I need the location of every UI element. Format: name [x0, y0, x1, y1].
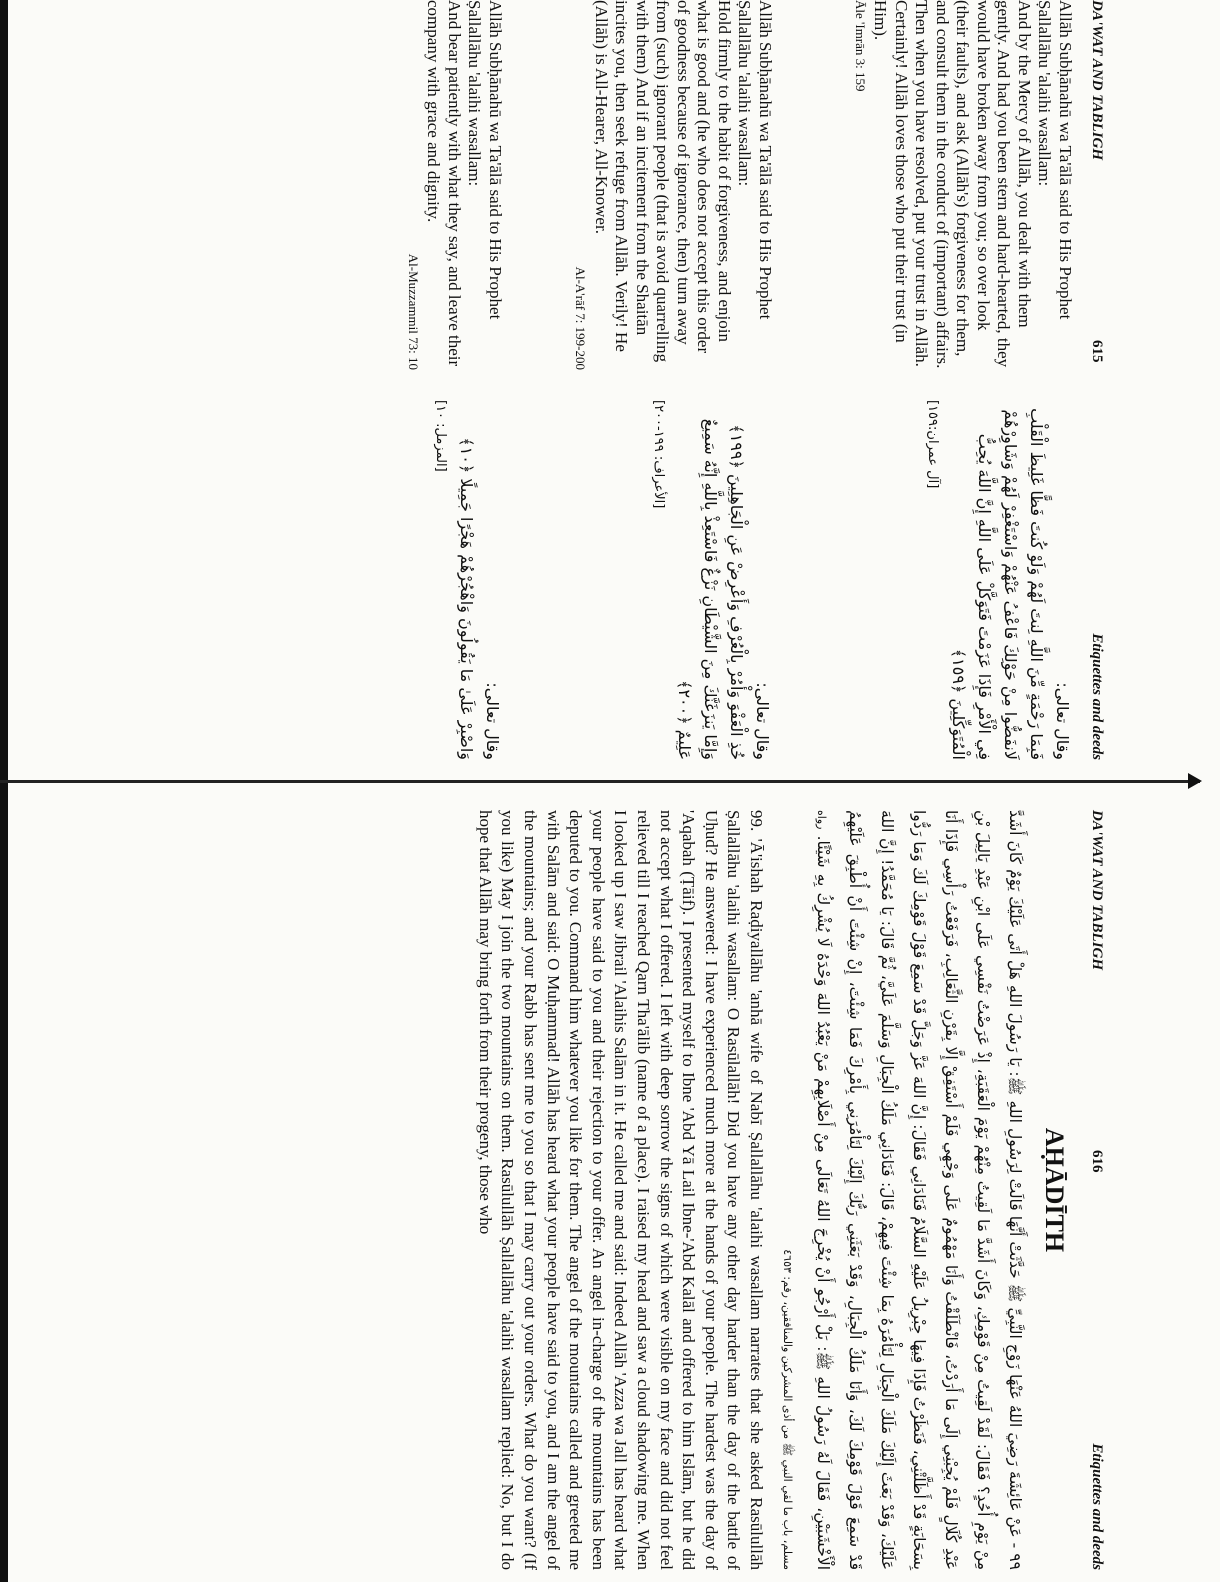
page-number: 615	[1089, 340, 1105, 363]
verse-reference: Al-Muzzammil 73: 10	[406, 253, 421, 370]
page-616	[55, 810, 1115, 1570]
arabic-hadith	[771, 810, 1031, 1570]
page-615	[115, 0, 1115, 760]
running-head-right: Etiquettes and deeds	[1089, 633, 1105, 760]
arabic-verse: وَاصْبِرْ عَلَىٰ مَا يَقُولُونَ وَاهْجُرْهُمْ هَجْرًا جَمِيلًا ﴿١٠﴾	[457, 437, 476, 760]
verse-reference: Āle 'Imrān 3: 159	[853, 0, 868, 92]
english-column	[850, 0, 1076, 370]
arabic-verse: فَبِمَا رَحْمَةٍ مِّنَ اللَّهِ لِنتَ لَهُمْ وَلَوْ كُنتَ فَظًّا غَلِيظَ الْقَلْبِ لَانفَضُّوا مِنْ حَوْلِكَ فَاعْفُ عَنْهُمْ وَاسْتَغْفِرْ لَهُمْ وَشَاوِرْهُمْ فِي الْأَمْرِ فَإِذَا عَزَمْتَ فَتَوَكَّلْ عَلَى اللَّهِ إِنَّ اللَّهَ يُحِبُّ الْمُتَوَكِّلِينَ ﴿١٥٩﴾	[949, 408, 1046, 760]
running-head-left: DA'WAT AND TABLIGH	[1089, 0, 1105, 161]
verse-block-3	[325, 0, 505, 760]
running-head-left: DA'WAT AND TABLIGH	[1089, 810, 1105, 971]
arabic-hadith-source: رواه مسلم، باب ما لقي النبي ﷺ من أذى المشركين والمنافقين، رقم: ٤٦٥٣	[781, 810, 828, 1570]
english-column	[570, 0, 775, 370]
verse-intro: Allāh Subḥānahū wa Ta'ālā said to His Prophet Ṣallallāhu 'alaihi wasallam:	[465, 0, 505, 320]
binding-edge	[0, 0, 8, 1582]
running-head-right: Etiquettes and deeds	[1089, 1443, 1105, 1570]
arabic-reference: [المزمل: ١٠]	[433, 400, 448, 472]
section-title: AḤĀDĪTH	[1040, 1127, 1069, 1253]
verse-reference: Al-A'rāf 7: 199-200	[573, 266, 589, 370]
arabic-reference: [الأعراف: ١٩٩-٢٠٠]	[651, 400, 666, 509]
english-column	[403, 0, 506, 370]
verse-intro: Allāh Subḥānahū wa Ta'ālā said to His Prophet Ṣallallāhu 'alaihi wasallam:	[735, 0, 775, 320]
verse-translation: Hold firmly to the habit of forgiveness, and enjoin what is good and (he who does not accept this order of goodness because of ignorance, then) turn away from (such) ignorant people (that is avoid quarrelling with them) And if an incitement from the Shaitān incites you, then seek refuge from Allāh. Verily! He (Allāh) is All-Hearer, All-Knower.	[592, 0, 734, 363]
arabic-column	[645, 400, 775, 760]
english-hadith: 99. 'Ā'ishah Raḍiyallāhu 'anhā wife of Nabī Ṣallallāhu 'alaihi wasallam narrates that she asked Rasūlullāh Ṣallallāhu 'alaihi wasallam: O Rasūlallāh! Did you have any other day harder than the day of the battle of Uḥud? He answered: I have experienced much more at the hands of your people. The hardest was the day of 'Aqabah (Ṭāif). I presented myself to Ibne 'Abd Yā Lail Ibne-'Abd Kalāl and offered to him Islām, but he did not accept what I offered. I left with deep sorrow the signs of which were visible on my face and did not feel relieved till I reached Qarn Tha'ālib (name of a place). I raised my head and saw a cloud shadowing me. When I looked up I saw Jibrail 'Alaihis Salām in it. He called me and said: Indeed Allāh 'Azza wa Jall has heard what your people have said to you and their rejection to your offer. An angel in-charge of the mountains has been deputed to you. Command him whatever you like for them. The angel of the mountains called and greeted me with Salām and said: O Muḥammad! Allāh has heard what your people have said to you, and I am the angel of the mountains; and your Rabb has sent me to you so that I may carry out your orders. What do you want? (If you like) May I join the two mountains on them. Rasūlullāh Ṣallallāhu 'alaihi wasallam replied: No, but I do hope that Allāh may bring forth from their progeny, those who	[475, 810, 766, 1570]
verse-block-1	[775, 0, 1075, 760]
arabic-reference: [آل عمران:١٥٩]	[925, 400, 940, 489]
verse-translation: And bear patiently with what they say, and leave their company with grace and dignity.	[424, 0, 464, 367]
page-number: 616	[1089, 1150, 1105, 1173]
page-divider	[0, 780, 1200, 783]
arabic-hadith-text: ٩٩ - عَنْ عَائِشَةَ رَضِيَ اللهُ عَنْهَا زَوْجِ النَّبِيِّ ﷺ حَدَّثَتْ أَنَّهَا قَالَتْ لِرَسُولِ اللهِ ﷺ: يَا رَسُولَ اللهِ هَلْ أَتَى عَلَيْكَ يَوْمٌ كَانَ أَشَدَّ مِنْ يَوْمِ أُحُدٍ؟ فَقَالَ: لَقَدْ لَقِيتُ مِنْ قَوْمِكِ، وَكَانَ أَشَدَّ مَا لَقِيتُ مِنْهُمْ يَوْمَ الْعَقَبَةِ، إِذْ عَرَضْتُ نَفْسِي عَلَى ابْنِ عَبْدِ يَالِيلَ بْنِ عَبْدِ كُلَالٍ فَلَمْ يُجِبْنِي إِلَى مَا أَرَدْتُ، فَانْطَلَقْتُ وَأَنَا مَهْمُومٌ عَلَى وَجْهِي فَلَمْ أَسْتَفِقْ إِلَّا بِقَرْنِ الثَّعَالِبِ، فَرَفَعْتُ رَأْسِي فَإِذَا أَنَا بِسَحَابَةٍ قَدْ أَظَلَّتْنِي، فَنَظَرْتُ فَإِذَا فِيهَا جِبْرِيلُ عَلَيْهِ السَّلَامُ فَنَادَانِي فَقَالَ: إِنَّ اللهَ عَزَّ وَجَلَّ قَدْ سَمِعَ قَوْلَ قَوْمِكَ لَكَ وَمَا رَدُّوا عَلَيْكَ، وَقَدْ بَعَثَ إِلَيْكَ مَلَكَ الْجِبَالِ لِتَأْمُرَهُ بِمَا شِئْتَ فِيهِمْ، قَالَ: فَنَادَانِي مَلَكُ الْجِبَالِ وَسَلَّمَ عَلَيَّ، ثُمَّ قَالَ: يَا مُحَمَّدُ! إِنَّ اللهَ قَدْ سَمِعَ قَوْلَ قَوْمِكَ لَكَ، وَأَنَا مَلَكُ الْجِبَالِ، وَقَدْ بَعَثَنِي رَبُّكَ إِلَيْكَ لِتَأْمُرَنِي بِأَمْرِكَ فَمَا شِئْتَ، إِنْ شِئْتَ أَنْ أُطْبِقَ عَلَيْهِمُ الْأَخْشَبَيْنِ، فَقَالَ لَهُ رَسُولُ اللهِ ﷺ: بَلْ أَرْجُو أَنْ يُخْرِجَ اللهُ تَعَالَى مِنْ أَصْلَابِهِمْ مَنْ يَعْبُدُ اللهَ وَحْدَهُ لَا يُشْرِكُ بِهِ شَيْئًا.	[814, 810, 1024, 1571]
verse-block-2	[505, 0, 775, 760]
arabic-intro: وقال تعالى:	[1053, 682, 1072, 760]
page-header	[1075, 810, 1115, 1570]
arabic-intro: وقال تعالى:	[753, 682, 772, 760]
page-header	[1075, 0, 1115, 760]
arabic-intro: وقال تعالى:	[483, 682, 502, 760]
divider-arrow-mark	[1188, 773, 1202, 789]
verse-translation: And by the Mercy of Allāh, you dealt with them gently. And had you been stern and hard-hearted, they would have broken away from you; so over look (their faults), and ask (Allāh's) forgiveness for them, and consult them in the conduct of (important) affairs. Then when you have resolved, put your trust in Allāh. Certainly! Allāh loves those who put their trust (in Him).	[871, 0, 1034, 369]
arabic-column	[919, 400, 1075, 760]
verse-intro: Allāh Subḥānahū wa Ta'ālā said to His Prophet Ṣallallāhu 'alaihi wasallam:	[1035, 0, 1075, 320]
arabic-column	[427, 400, 505, 760]
arabic-verse: خُذِ الْعَفْوَ وَأْمُرْ بِالْعُرْفِ وَأَعْرِضْ عَنِ الْجَاهِلِينَ ﴿١٩٩﴾ وَإِمَّا يَنزَغَنَّكَ مِنَ الشَّيْطَانِ نَزْغٌ فَاسْتَعِذْ بِاللَّهِ إِنَّهُ سَمِيعٌ عَلِيمٌ ﴿٢٠٠﴾	[675, 418, 746, 760]
